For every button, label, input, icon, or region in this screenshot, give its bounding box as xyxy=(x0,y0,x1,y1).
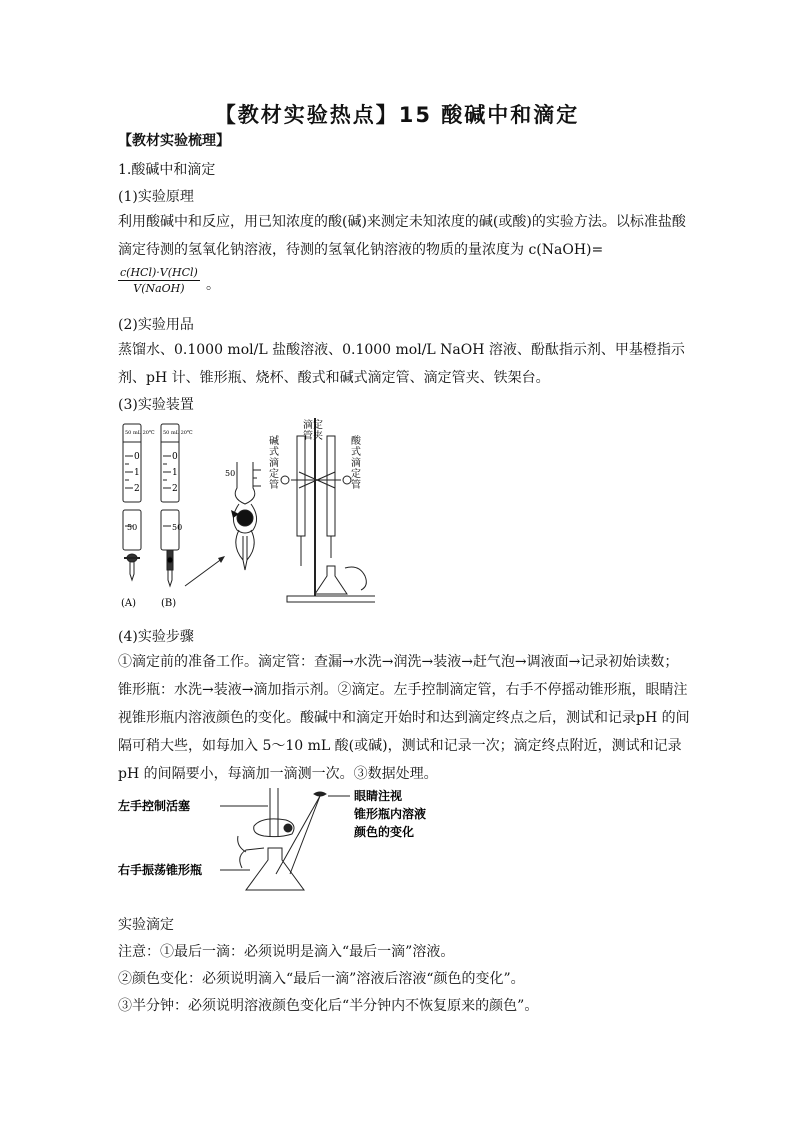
scale-label-2-b: 2 xyxy=(172,484,178,494)
label-jianshi-char-2: 式 xyxy=(269,447,279,458)
label-right-hand: 右手振荡锥形瓶 xyxy=(118,863,203,877)
titration-operation-figure xyxy=(118,788,428,894)
page-title: 【教材实验热点】15 酸碱中和滴定 xyxy=(214,103,580,127)
steps-heading: (4)实验步骤 xyxy=(118,629,194,645)
label-suanshi-char-4: 定 xyxy=(351,469,361,480)
label-suanshi-char-3: 滴 xyxy=(351,458,361,469)
label-clamp-line-2: 管夹 xyxy=(303,431,323,442)
label-jianshi-burette xyxy=(269,434,282,491)
label-jianshi-char-3: 滴 xyxy=(269,458,279,469)
scale-label-50-b: 50 xyxy=(172,523,183,532)
apparatus-figure xyxy=(115,418,375,612)
burette-b-rubber-tube xyxy=(161,510,179,586)
supplies-heading: (2)实验用品 xyxy=(118,317,194,333)
scale-label-50-a: 50 xyxy=(127,523,138,532)
notes-line-3: ③半分钟：必须说明溶液颜色变化后“半分钟内不恢复原来的颜色”。 xyxy=(118,998,539,1014)
formula-fraction xyxy=(118,266,200,295)
label-jianshi-char-4: 定 xyxy=(269,469,279,480)
notes-line-1: 注意：①最后一滴：必须说明是滴入“最后一滴”溶液。 xyxy=(118,944,455,960)
apparatus-heading: (3)实验装置 xyxy=(118,397,194,413)
subsection-heading: 1.酸碱中和滴定 xyxy=(118,162,216,178)
label-eye-2: 锥形瓶内溶液 xyxy=(354,807,427,821)
burette-b-top-label: 50 mL 20℃ xyxy=(163,430,193,436)
supplies-text: 蒸馏水、0.1000 mol/L 盐酸溶液、0.1000 mol/L NaOH 溶液、酚酞指示剂、甲基橙指示剂、pH 计、锥形瓶、烧杯、酸式和碱式滴定管、滴定管夹、铁架台。 xyxy=(118,342,685,386)
burette-a-stopcock xyxy=(123,510,141,580)
formula-denominator: V(NaOH) xyxy=(133,282,185,295)
label-jianshi-char-1: 碱 xyxy=(269,436,279,447)
scale-label-0-a: 0 xyxy=(134,452,140,462)
formula-numerator: c(HCl)·V(HCl) xyxy=(120,266,198,279)
label-eye-1: 眼睛注视 xyxy=(354,789,403,803)
enlarged-bead-valve xyxy=(233,462,261,570)
label-suanshi-char-1: 酸 xyxy=(351,436,361,447)
label-eye-3: 颜色的变化 xyxy=(354,825,415,839)
principle-heading: (1)实验原理 xyxy=(118,189,194,205)
label-suanshi-burette xyxy=(351,434,364,491)
label-suanshi-char-5: 管 xyxy=(351,480,361,491)
burette-a-top-label: 50 mL 20℃ xyxy=(125,430,155,436)
scale-label-1-a: 1 xyxy=(134,468,140,478)
label-left-hand: 左手控制活塞 xyxy=(118,799,191,813)
label-a: (A) xyxy=(121,598,137,609)
label-clamp-line-1: 滴定 xyxy=(303,420,323,431)
section-heading: 【教材实验梳理】 xyxy=(118,133,230,149)
label-b: (B) xyxy=(161,598,177,609)
notes-line-2: ②颜色变化：必须说明滴入“最后一滴”溶液后溶液“颜色的变化”。 xyxy=(118,971,525,987)
label-suanshi-char-2: 式 xyxy=(351,447,361,458)
label-clamp xyxy=(303,418,326,442)
scale-label-2-a: 2 xyxy=(134,484,140,494)
principle-text: 利用酸碱中和反应，用已知浓度的酸(碱)来测定未知浓度的碱(或酸)的实验方法。以标准盐酸滴定待测的氢氧化钠溶液，待测的氢氧化钠溶液的物质的量浓度为 c(NaOH)= xyxy=(118,214,686,258)
scale-label-0-b: 0 xyxy=(172,452,178,462)
formula-end: 。 xyxy=(206,277,220,293)
scale-label-1-b: 1 xyxy=(172,468,178,478)
label-jianshi-char-5: 管 xyxy=(269,480,279,491)
steps-text: ①滴定前的准备工作。滴定管：查漏→水洗→润洗→装液→赶气泡→调液面→记录初始读数；锥形瓶：水洗→装液→滴加指示剂。②滴定。左手控制滴定管，右手不停摇动锥形瓶，眼睛注视锥形瓶内溶液颜色的变化。酸碱中和滴定开始时和达到滴定终点之后，测试和记录pH 的间隔可稍大些，如每加入 5～10 mL 酸(或碱)，测试和记录一次；滴定终点附近，测试和记录 pH 的间隔要小，每滴加一滴测一次。③数据处理。 xyxy=(118,654,690,782)
enlarged-scale-50: 50 xyxy=(225,469,236,478)
notes-heading: 实验滴定 xyxy=(118,917,174,933)
